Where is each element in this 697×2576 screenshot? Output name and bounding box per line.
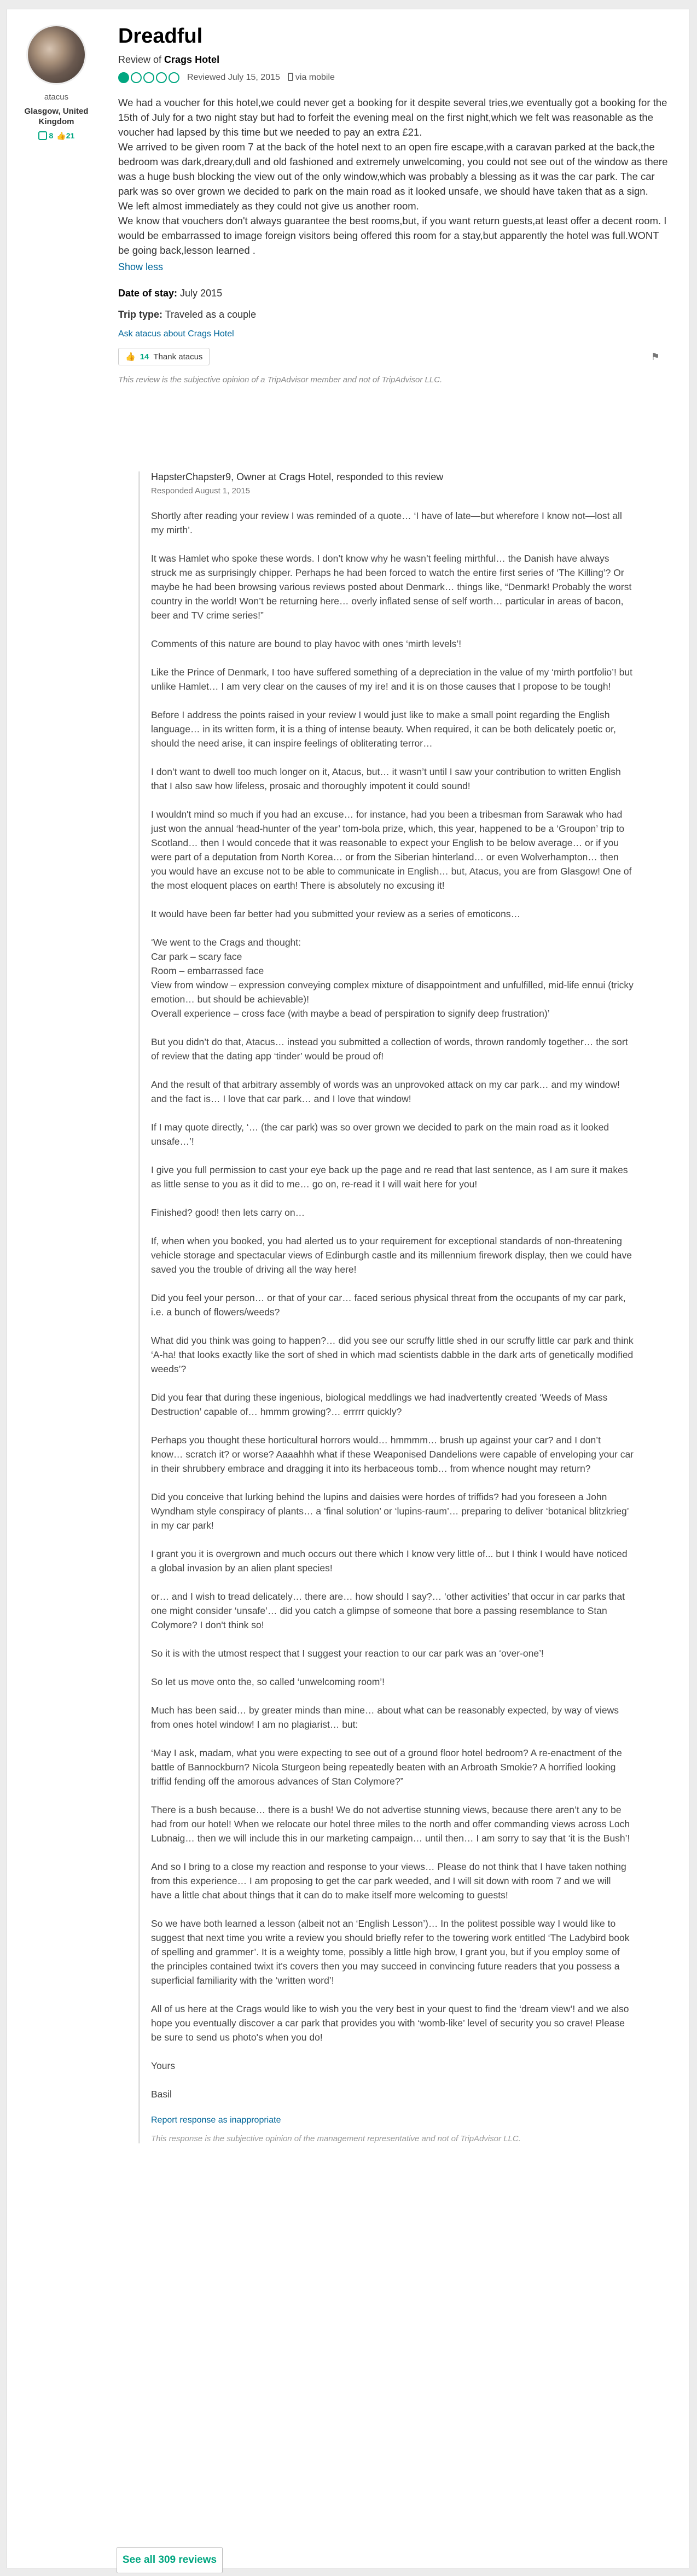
subtitle-prefix: Review of <box>118 54 165 65</box>
response-paragraph: And so I bring to a close my reaction and response to your views… Please do not think that I have taken nothing from this experience… I am proposing to get the car park weeded, and I will sit down with room 7 and we will have a little chat about things that it can do to make itself more welcoming to guests! <box>151 1861 626 1901</box>
thank-label: Thank atacus <box>153 352 203 362</box>
review-count-icon <box>38 131 47 140</box>
response-paragraph: Finished? good! then lets carry on… <box>151 1207 305 1218</box>
response-paragraph: It was Hamlet who spoke these words. I don’t know why he wasn’t feeling mirthful… the Danish have always struck me as surprisingly chipper. Perhaps he had been forced to watch the entire first series of ‘The Killing’? Or maybe he had been browsing various reviews posted about Denmark… things like, “Denmark! Probably the worst country in the world! Won’t be returning here… overly inflated sense of self worth… particular in areas of bacon, beer and TV crime series!” <box>151 553 632 621</box>
date-of-stay-label: Date of stay: <box>118 288 178 299</box>
response-signoff: Yours <box>151 2060 176 2071</box>
report-response-link[interactable]: Report response as inappropriate <box>151 2115 281 2125</box>
response-paragraph: So let us move onto the, so called ‘unwelcoming room’! <box>151 1676 385 1687</box>
response-paragraph: Car park – scary face <box>151 951 242 962</box>
response-paragraph: Did you conceive that lurking behind the lupins and daisies were hordes of triffids? had you foreseen a John Wyndham style conspiracy of plants… a ‘final solution’ or ‘lupins-raum’… preparing to deliver ‘botanical blitzkrieg’ in my car park! <box>151 1491 629 1531</box>
show-less-link[interactable]: Show less <box>118 261 164 272</box>
review-body <box>118 95 671 275</box>
reviews-count: 8 <box>49 131 54 140</box>
rating-bubble-icon <box>118 72 129 83</box>
response-paragraph: But you didn’t do that, Atacus… instead you submitted a collection of words, thrown randomly together… the sort of review that the dating app ‘tinder’ would be proud of! <box>151 1036 628 1062</box>
response-paragraph: So we have both learned a lesson (albeit not an ‘English Lesson’)… In the politest possible way I would like to suggest that next time you write a review you should briefly refer to the towering work entitled ‘The Ladybird book of spelling and grammer’. It is a weighty tome, possibly a little high brow, I grant you, but if you employ some of the principles contained twixt it's covers then you may succeed in convincing future readers that you possess a superficial familiarity with the ‘written word’! <box>151 1918 630 1986</box>
helpful-badge <box>56 131 74 141</box>
response-paragraph: Did you fear that during these ingenious, biological meddlings we had inadvertently created ‘Weeds of Mass Destruction’ capable of… hmmm growing?… errrrr quickly? <box>151 1392 608 1417</box>
response-paragraph: View from window – expression conveying complex mixture of disappointment and unfulfilled, mid-life ennui (tricky emotion… but should be achievable)! <box>151 980 634 1005</box>
rating-bubble-icon <box>131 72 142 83</box>
response-signature: Basil <box>151 2089 172 2100</box>
rating-bubble-icon <box>143 72 154 83</box>
reviewed-date: Reviewed July 15, 2015 <box>187 73 280 82</box>
response-disclaimer: This response is the subjective opinion of the management representative and not of TripAdvisor LLC. <box>151 2134 521 2143</box>
response-paragraph: There is a bush because… there is a bush! We do not advertise stunning views, because there aren’t any to be had from our hotel! When we relocate our hotel three miles to the north and offer commanding views across Loch Lubnaig… then we will include this in our marketing campaign… until then… I am sorry to say that ‘it is the Bush’! <box>151 1804 630 1844</box>
helpful-votes-count: 21 <box>66 131 75 140</box>
response-date: Responded August 1, 2015 <box>151 486 250 496</box>
date-of-stay-value: July 2015 <box>180 288 223 299</box>
see-all-reviews-button[interactable]: See all 309 reviews <box>117 2547 223 2573</box>
response-paragraph: If, when when you booked, you had alerted us to your requirement for exceptional standards of non-threatening vehicle storage and spectacular views of Edinburgh castle and its millennium firework display, then we could have saved you the trouble of driving all the way here! <box>151 1235 632 1275</box>
review-paragraph: We know that vouchers don't always guarantee the best rooms,but, if you want return guests,at least offer a decent room. I would be embarrassed to image foreign visitors being offered this room for a stay,but apparently the hotel was full.WONT be going back,lesson learned . <box>118 215 667 256</box>
response-paragraph: Much has been said… by greater minds than mine… about what can be reasonably expected, by way of views from ones hotel window! I am no plagiarist… but: <box>151 1705 619 1730</box>
review-paragraph: We had a voucher for this hotel,we could never get a booking for it despite several tries,we eventually got a booking for the 15th of July for a two night stay but had to forfeit the evening meal on the first night,which we felt was reasonable as the voucher had lapsed by this time but we needed to pay an extra £21. <box>118 97 667 138</box>
response-paragraph: ‘We went to the Crags and thought: <box>151 937 301 948</box>
owner-response <box>138 471 634 2143</box>
trip-type-value: Traveled as a couple <box>165 309 257 320</box>
reviewer-badges <box>18 131 95 141</box>
date-of-stay <box>118 288 671 299</box>
hotel-name: Crags Hotel <box>164 54 220 65</box>
reviewer-name[interactable]: atacus <box>44 92 69 102</box>
thank-count: 14 <box>140 352 149 362</box>
response-paragraph: I grant you it is overgrown and much occurs out there which I know very little of... but I think I would have noticed a global invasion by an alien plant species! <box>151 1548 628 1573</box>
response-paragraph: Perhaps you thought these horticultural horrors would… hmmmm… brush up against your car? and I don’t know… scratch it? or worse? Aaaahhh what if these Weaponised Dandelions were capable of enveloping your car in their shrubbery embrace and dragging it into its herbaceous tomb… from whence nought may return? <box>151 1435 634 1474</box>
avatar[interactable] <box>26 25 86 85</box>
response-paragraph: Comments of this nature are bound to play havoc with ones ‘mirth levels’! <box>151 638 462 649</box>
thumbs-up-icon: 👍 <box>56 131 66 140</box>
trip-type-label: Trip type: <box>118 309 163 320</box>
response-paragraph: or… and I wish to tread delicately… there are… how should I say?… ‘other activities’ that occur in car parks that one might consider ‘unsafe’… did you catch a glimpse of someone that bore a passing resemblance to Stan Colymore? I don't think so! <box>151 1591 625 1630</box>
rating-bubble-icon <box>156 72 167 83</box>
mobile-icon <box>288 73 293 81</box>
review-paragraph: We arrived to be given room 7 at the back of the hotel next to an open fire escape,with a caravan parked at the back,the bedroom was dark,dreary,dull and old fashioned and extremely unwelcoming, you could not see out of the window as there was a huge bush blocking the view out of the only window,which was probably a blessing as it was the car park. The car park was so over grown we decided to park on the main road as it looked unsafe, we should have taken that as a sign. <box>118 141 668 197</box>
response-paragraph: ‘May I ask, madam, what you were expecting to see out of a ground floor hotel bedroom? A re-enactment of the battle of Bannockburn? Nicola Sturgeon being repeatedly beaten with an Arbroath Smokie? A horrified looking triffid fending off the amorous advances of Stan Colymore?” <box>151 1747 622 1787</box>
thank-button[interactable] <box>118 348 210 365</box>
response-paragraph: Room – embarrassed face <box>151 965 264 976</box>
review-main <box>118 24 671 384</box>
response-paragraph: Did you feel your person… or that of your car… faced serious physical threat from the occupants of my car park, i.e. a bunch of flowers/weeds? <box>151 1292 626 1318</box>
response-paragraph: So it is with the utmost respect that I suggest your reaction to our car park was an ‘over-one’! <box>151 1648 544 1659</box>
review-card <box>7 9 689 2568</box>
response-paragraph: Shortly after reading your review I was reminded of a quote… ‘I have of late—but wherefore I know not—lost all my mirth’. <box>151 510 622 535</box>
review-disclaimer: This review is the subjective opinion of a TripAdvisor member and not of TripAdvisor LLC. <box>118 375 443 384</box>
reviewer-panel <box>18 25 95 141</box>
rating-row <box>118 72 671 83</box>
thumbs-up-icon: 👍 <box>125 352 136 362</box>
bubble-rating <box>118 72 179 83</box>
via-label: via mobile <box>295 73 335 82</box>
review-title: Dreadful <box>118 25 203 48</box>
response-paragraph: Like the Prince of Denmark, I too have suffered something of a depreciation in the value of my ‘mirth portfolio’! but unlike Hamlet… I am very clear on the causes of my ire! and it is on those causes that I propose to be tough! <box>151 667 633 692</box>
response-body <box>151 509 634 2101</box>
review-subtitle <box>118 54 671 66</box>
response-paragraph: I wouldn't mind so much if you had an excuse… for instance, had you been a tribesman from Sarawak who had just won the annual ‘head-hunter of the year’ tom-bola prize, which, this year, happened to be a ‘Groupon’ trip to Scotland… then I would concede that it was reasonable to expect your English to be below average… or if you were part of a deputation from North Korea… or from the Siberian hinterland… or even Wolverhampton… then you would have an excuse not to be able to communicate in English… but, Atacus, you are from Glasgow! One of the most eloquent places on earth! There is absolutely no excusing it! <box>151 809 632 891</box>
response-paragraph: If I may quote directly, ‘… (the car park) was so over grown we decided to park on the main road as it looked unsafe…’! <box>151 1122 609 1147</box>
trip-type <box>118 309 671 320</box>
review-paragraph: We left almost immediately as they could not give us another room. <box>118 200 419 212</box>
reviews-badge <box>38 131 54 141</box>
response-paragraph: It would have been far better had you submitted your review as a series of emoticons… <box>151 908 521 919</box>
flag-icon[interactable]: ⚑ <box>650 351 660 362</box>
response-paragraph: I don’t want to dwell too much longer on it, Atacus, but… it wasn’t until I saw your contribution to written English that I also saw how lifeless, prosaic and thoroughly impotent it could sound! <box>151 766 621 791</box>
response-header: HapsterChapster9, Owner at Crags Hotel, responded to this review <box>151 471 444 482</box>
response-paragraph: All of us here at the Crags would like to wish you the very best in your quest to find the ‘dream view’! and we also hope you eventually discover a car park that provides you with ‘womb-like’ level of security you so crave! Please be sure to send us photo's when you do! <box>151 2003 629 2043</box>
reviewer-location: Glasgow, United Kingdom <box>24 107 89 126</box>
rating-bubble-icon <box>169 72 179 83</box>
response-paragraph: Before I address the points raised in your review I would just like to make a small point regarding the English language… in its written form, it is a thing of intense beauty. When required, it can be both delicately poetic or, should the need arise, it can inspire feelings of obliterating terror… <box>151 709 616 749</box>
via-mobile <box>288 73 335 83</box>
response-paragraph: What did you think was going to happen?… did you see our scruffy little shed in our scruffy little car park and think ‘A-ha! that looks exactly like the sort of shed in which mad scientists dabble in the dark arts of genetically modified weeds’? <box>151 1335 634 1374</box>
response-paragraph: And the result of that arbitrary assembly of words was an unprovoked attack on my car park… and my window! and the fact is… I love that car park… and I love that window! <box>151 1079 620 1104</box>
response-paragraph: Overall experience – cross face (with maybe a bead of perspiration to signify deep frustration)’ <box>151 1008 550 1019</box>
thank-row <box>118 348 671 365</box>
response-paragraph: I give you full permission to cast your eye back up the page and re read that last sentence, as I am sure it makes as little sense to you as it did to me… go on, re-read it I will wait here for you! <box>151 1164 628 1190</box>
ask-reviewer-link[interactable]: Ask atacus about Crags Hotel <box>118 329 234 339</box>
